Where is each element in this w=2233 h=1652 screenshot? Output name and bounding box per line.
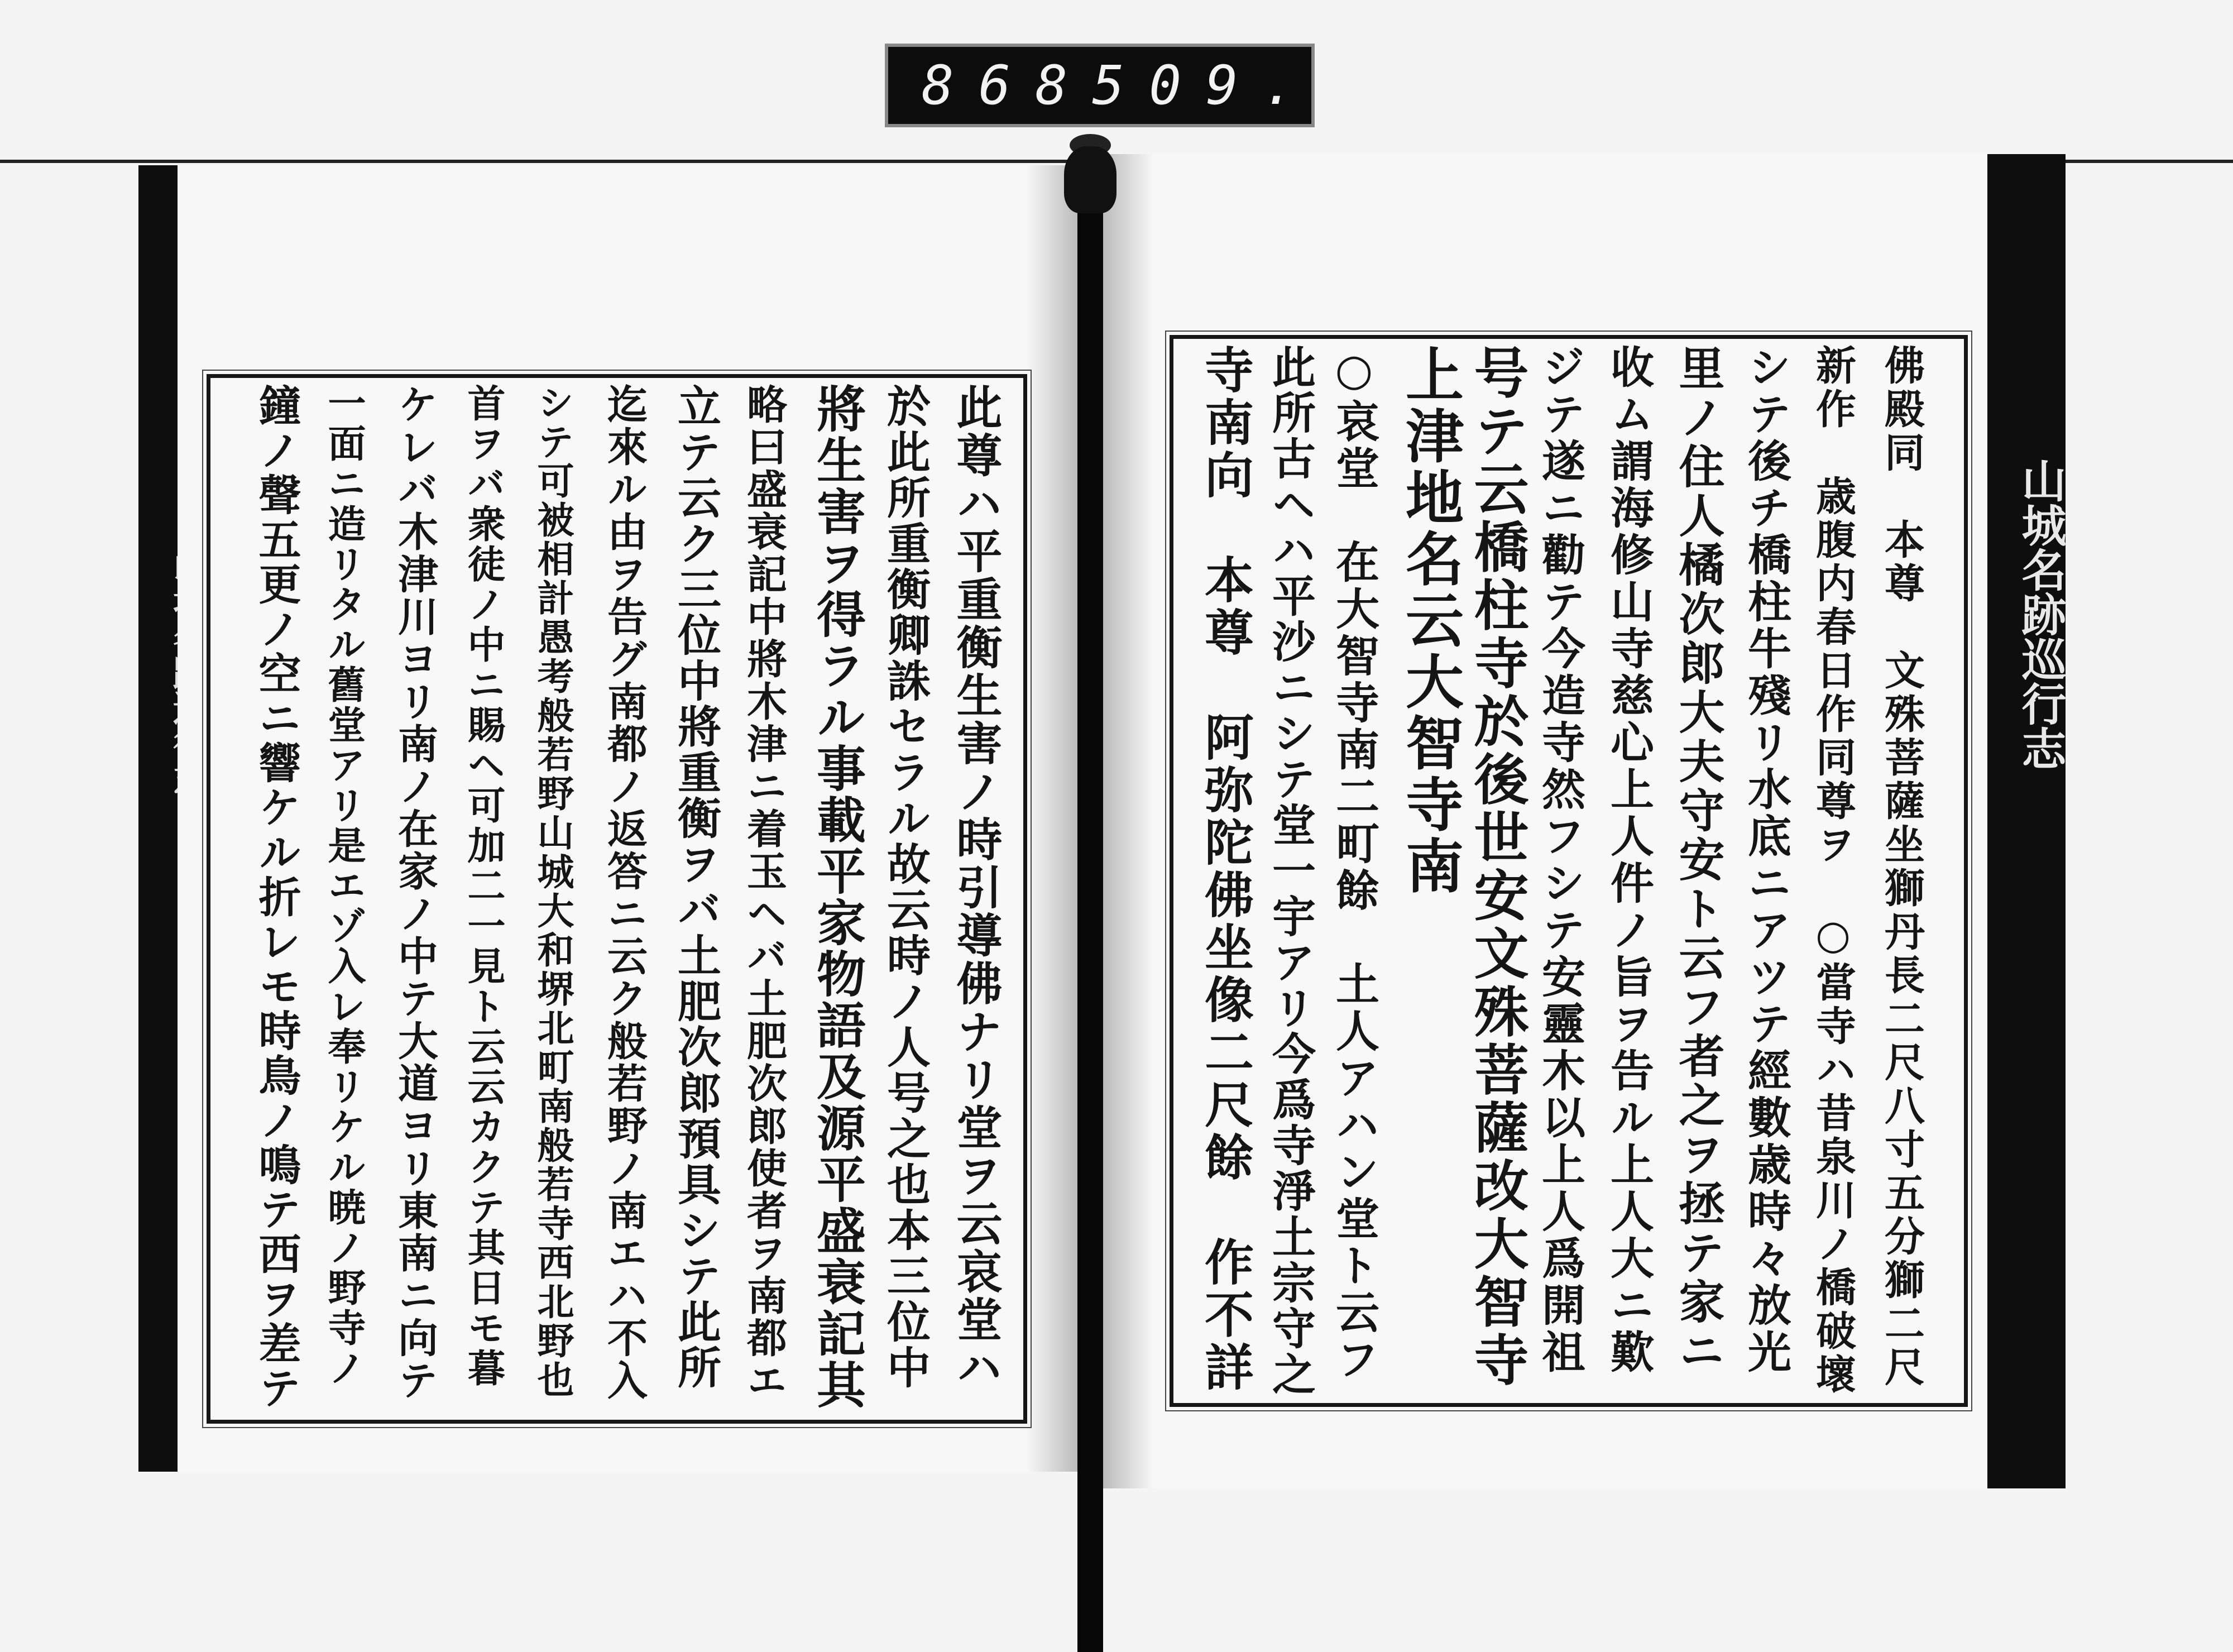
reel-number-label: [885, 44, 1320, 127]
right-column-1: 佛殿同 本尊 文殊菩薩坐獅丹長二尺八寸五分獅二尺: [1878, 344, 1925, 1390]
spine-ornament: [1064, 146, 1116, 213]
right-gutter-shadow: [1103, 154, 1153, 1488]
left-column-8: 首ヲバ衆徒ノ中ニ賜ヘ可加二一見ト云云カクテ其日モ暮: [461, 384, 506, 1388]
left-book-edge: [138, 165, 178, 1472]
right-column-6: ジテ遂ニ勸テ今造寺然フシテ安靈木以上人爲開祖: [1535, 344, 1585, 1376]
right-column-10: 此所古ヘハ平沙ニシテ堂一宇アリ今爲寺淨土宗守之: [1265, 344, 1316, 1397]
right-text-frame: [1170, 335, 1968, 1407]
reel-number-right: 509.: [1092, 54, 1320, 117]
book-spine: [1077, 151, 1103, 1652]
left-column-3: 將生害ヲ得ラル事載平家物語及源平盛衰記其: [809, 384, 867, 1411]
reel-number-left: 868: [922, 54, 1092, 117]
left-column-5: 立テ云ク三位中將重衡ヲバ土肥次郎預具シテ此所: [670, 384, 721, 1391]
left-column-10: 一面ニ造リタル舊堂アリ是エゾ入レ奉リケル暁ノ野寺ノ: [322, 384, 366, 1388]
left-column-4: 略曰盛衰記中將木津ニ着玉ヘバ土肥次郎使者ヲ南都エ: [740, 384, 788, 1402]
left-text-frame: [207, 374, 1027, 1424]
right-column-4: 里ノ住人橘次郎大夫守安ト云フ者之ヲ拯テ家ニ: [1671, 344, 1725, 1376]
right-book-edge: [1987, 154, 2066, 1488]
right-column-8: 上津地名云大智寺南: [1396, 344, 1464, 897]
right-column-5: 收ム謂海修山寺慈心上人件ノ旨ヲ告ル上人大ニ歎: [1603, 344, 1654, 1376]
edge-title-text: 山城名跡巡行志: [2014, 458, 2067, 770]
left-gutter-shadow: [1027, 165, 1077, 1472]
left-column-2: 於此所重衡卿誅セラル故云時ノ人号之也本三位中: [880, 384, 931, 1391]
left-column-6: 迄來ル由ヲ告グ南都ノ返答ニ云ク般若野ノ南エハ不入: [601, 384, 648, 1402]
left-column-7: シテ可被相計愚考般若野山城大和堺北町南般若寺西北野也: [531, 384, 574, 1400]
right-column-2: 新作 歳腹内春日作同尊ヲ ○當寺ハ昔泉川ノ橋破壞: [1809, 344, 1857, 1397]
right-column-11: 寺南向 本尊 阿弥陀佛坐像二尺餘 作不詳: [1197, 344, 1255, 1394]
right-column-9: ○哀堂 在大智寺南二町餘 土人アハン堂ト云フ: [1329, 344, 1379, 1383]
left-column-11: 鐘ノ聲五更ノ空ニ響ケル折レモ時鳥ノ鳴テ西ヲ差テ: [252, 384, 301, 1411]
right-column-3: シテ後チ橋柱牛殘リ水底ニアツテ經數歳時々放光: [1741, 344, 1791, 1376]
left-column-1: 此尊ハ平重衡生害ノ時引導佛ナリ堂ヲ云哀堂ハ: [949, 384, 1003, 1392]
right-column-7: 号テ云橋柱寺於後世安文殊菩薩改大智寺: [1465, 344, 1529, 1390]
left-column-9: ケレバ木津川ヨリ南ノ在家ノ中テ大道ヨリ東南ニ向テ: [391, 384, 439, 1402]
